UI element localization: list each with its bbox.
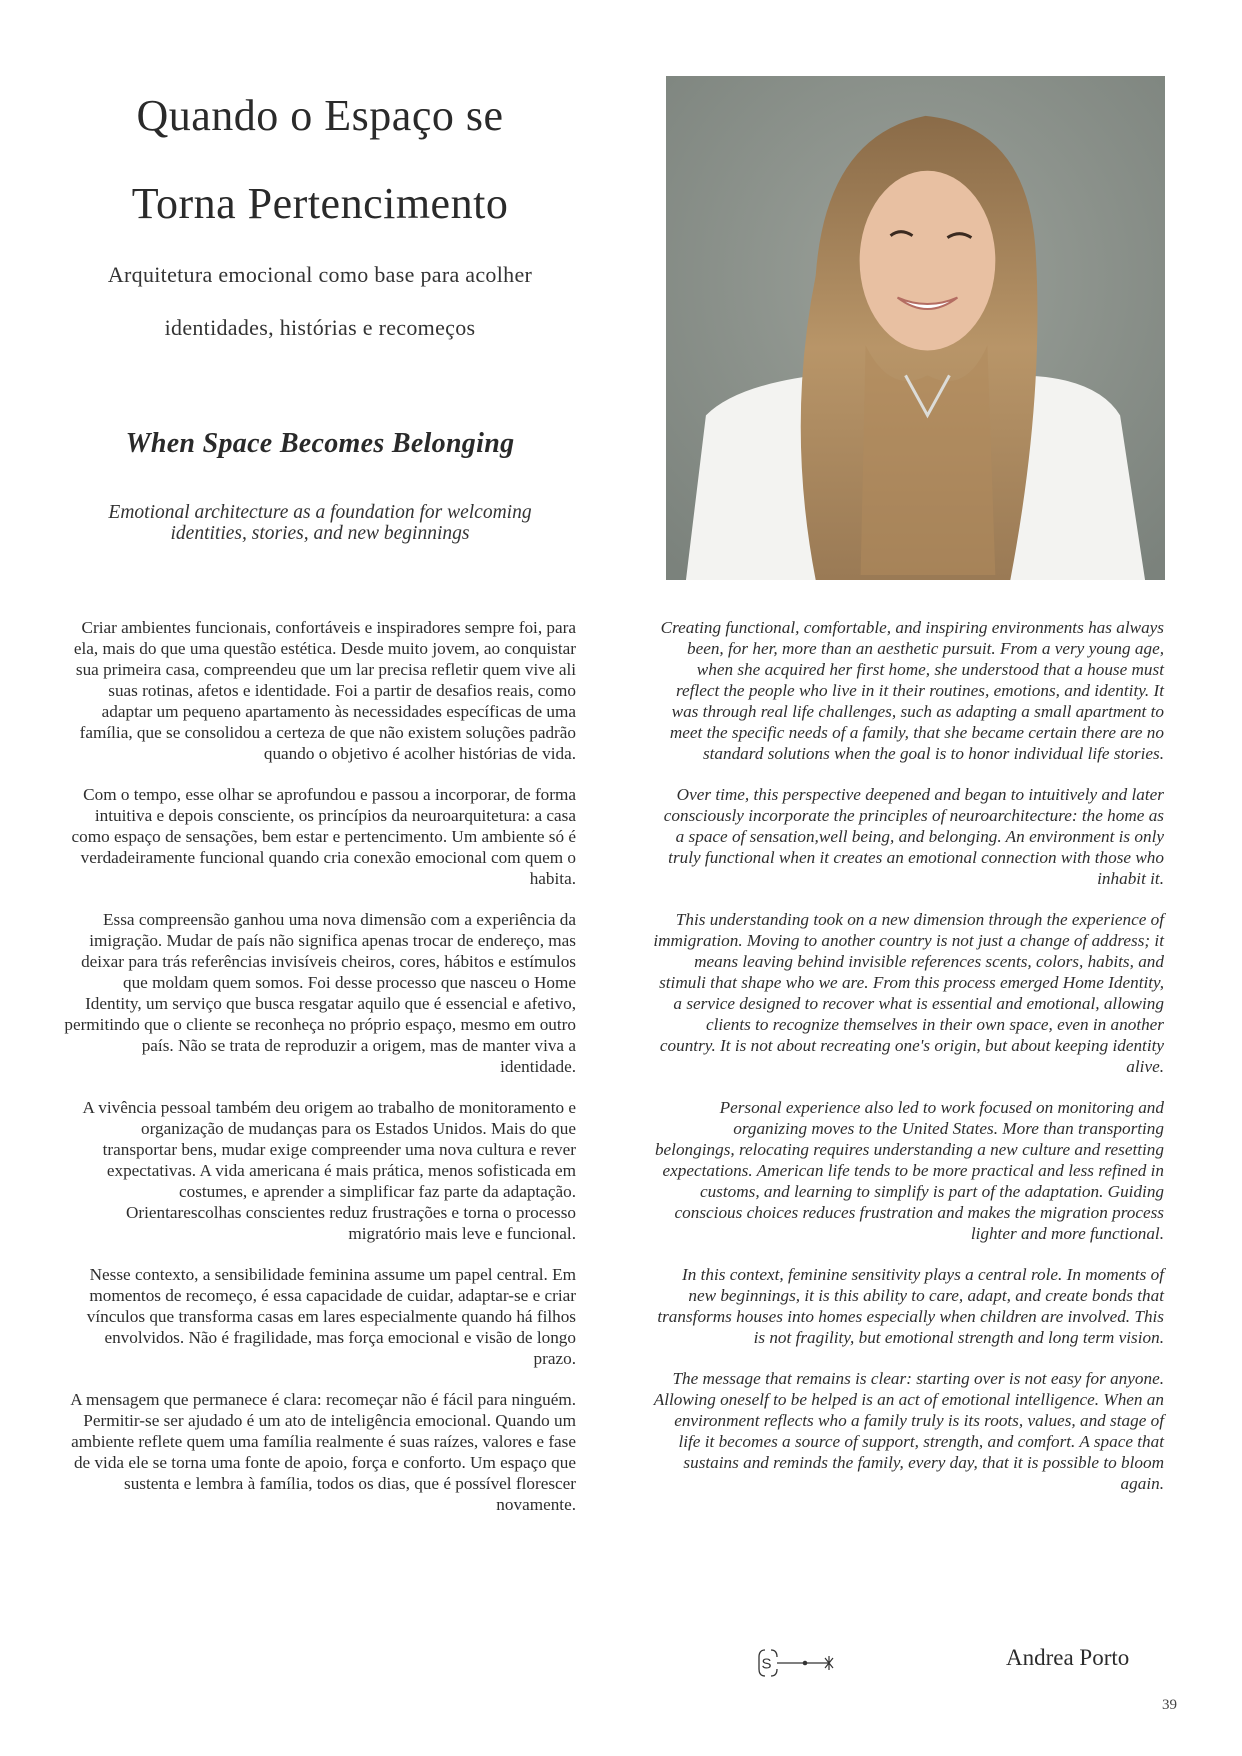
paragraph-en-2: Over time, this perspective deepened and began to intuitively and later consciously incorporate the principles of neuroarchitecture: the home as a space of sensation,well being, and belonging. An environment is only truly functional when it creates an emotional connection with those who inhabit it. (663, 785, 1164, 888)
paragraph-en-5: In this context, feminine sensitivity plays a central role. In moments of new beginnings, it is this ability to care, adapt, and create bonds that transforms houses into homes especially when children are involved. This is not fragility, but emotional strength and long term vision. (657, 1265, 1164, 1347)
paragraph-pt-1: Criar ambientes funcionais, confortáveis e inspiradores sempre foi, para ela, mais do que uma questão estética. Desde muito jovem, ao conquistar sua primeira casa, compreendeu que um lar precisa refletir quem vive ali suas rotinas, afetos e identidade. Foi a partir de desafios reais, como adaptar um pequeno apartamento às necessidades específicas de uma família, que se consolidou a certeza de que não existem soluções padrão quando o objetivo é acolher histórias de vida. (73, 618, 576, 763)
paragraph-pt-2: Com o tempo, esse olhar se aprofundou e passou a incorporar, de forma intuitiva e depois consciente, os princípios da neuroarquitetura: a casa como espaço de sensações, bem estar e pertencimento. Um ambiente só é verdadeiramente funcional quando cria conexão emocional com quem o habita. (71, 785, 576, 888)
paragraph-en-4: Personal experience also led to work focused on monitoring and organizing moves to the United States. More than transporting belongings, relocating requires understanding a new culture and resetting expectations. American life tends to be more practical and less refined in customs, and learning to simplify is part of the adaptation. Guiding conscious choices reduces frustration and makes the migration process lighter and more functional. (654, 1098, 1164, 1243)
english-subtitle (60, 502, 580, 544)
page-title-line-1: Quando o Espaço se (136, 91, 504, 140)
paragraph-en-6: The message that remains is clear: starting over is not easy for anyone. Allowing oneself to be helped is an act of emotional intelligence. When an environment reflects who a family truly is its roots, values, and stage of life it becomes a source of support, strength, and comfort. A space that sustains and reminds the family, every day, that it is possible to bloom again. (653, 1369, 1164, 1493)
paragraph-en-1: Creating functional, comfortable, and inspiring environments has always been, for her, more than an aesthetic pursuit. From a very young age, when she acquired her first home, she understood that a house must reflect the people who live in it their routines, emotions, and identity. It was through real life challenges, such as adapting a small apartment to meet the specific needs of a family, that she became certain there are no standard solutions when the goal is to honor individual life stories. (660, 618, 1164, 763)
english-subtitle-line-1: Emotional architecture as a foundation for welcoming (108, 502, 532, 523)
paragraph-pt-5: Nesse contexto, a sensibilidade feminina assume um papel central. Em momentos de recomeço, é essa capacidade de cuidar, adaptar-se e criar vínculos que transforma casas em lares especialmente quando há filhos envolvidos. Não é fragilidade, mas força emocional e visão de longo prazo. (86, 1265, 576, 1368)
s-monogram-line-icon (757, 1647, 847, 1679)
author-name: Andrea Porto (1006, 1645, 1130, 1670)
page-title-line-2: Torna Pertencimento (131, 179, 509, 228)
subtitle-line-2: identidades, histórias e recomeços (164, 315, 476, 340)
paragraph-pt-6: A mensagem que permanece é clara: recomeçar não é fácil para ninguém. Permitir-se ser ajudado é um ato de inteligência emocional. Quando um ambiente reflete quem uma família realmente é suas raízes, valores e fase de vida ele se torna uma fonte de apoio, força e conforto. Um espaço que sustenta e lembra à família, todos os dias, que é possível florescer novamente. (70, 1390, 576, 1514)
page-number: 39 (1162, 1697, 1177, 1713)
english-title: When Space Becomes Belonging (125, 428, 515, 459)
portrait-illustration (666, 76, 1165, 580)
article-body-english (652, 617, 1164, 1514)
subtitle-line-1: Arquitetura emocional como base para acolher (107, 262, 533, 287)
logo-mark (757, 1647, 847, 1679)
paragraph-en-3: This understanding took on a new dimension through the experience of immigration. Moving to another country is not just a change of address; it means leaving behind invisible references scents, colors, habits, and stimuli that shape who we are. From this process emerged Home Identity, a service designed to recover what is essential and emotional, allowing clients to recognize themselves in their own space, even in another country. It is not about recreating one's origin, but about keeping identity alive. (653, 910, 1164, 1076)
english-subtitle-line-2: identities, stories, and new beginnings (170, 523, 470, 544)
title-block (60, 72, 580, 354)
logo-letter: S (761, 1655, 772, 1673)
paragraph-pt-3: Essa compreensão ganhou uma nova dimensão com a experiência da imigração. Mudar de país não significa apenas trocar de endereço, mas deixar para trás referências invisíveis cheiros, cores, hábitos e estímulos que moldam quem somos. Foi desse processo que nasceu o Home Identity, um serviço que busca resgatar aquilo que é essencial e afetivo, permitindo que o cliente se reconheça no próprio espaço, mesmo em outro país. Não se trata de reproduzir a origem, mas de manter viva a identidade. (64, 910, 576, 1076)
article-body-portuguese (64, 617, 576, 1535)
portrait-photo (666, 76, 1165, 580)
paragraph-pt-4: A vivência pessoal também deu origem ao trabalho de monitoramento e organização de mudanças para os Estados Unidos. Mais do que transportar bens, mudar exige compreender uma nova cultura e rever expectativas. A vida americana é mais prática, menos sofisticada em costumes, e aprender a simplificar faz parte da adaptação. Orientarescolhas conscientes reduz frustrações e torna o processo migratório mais leve e funcional. (82, 1098, 576, 1243)
